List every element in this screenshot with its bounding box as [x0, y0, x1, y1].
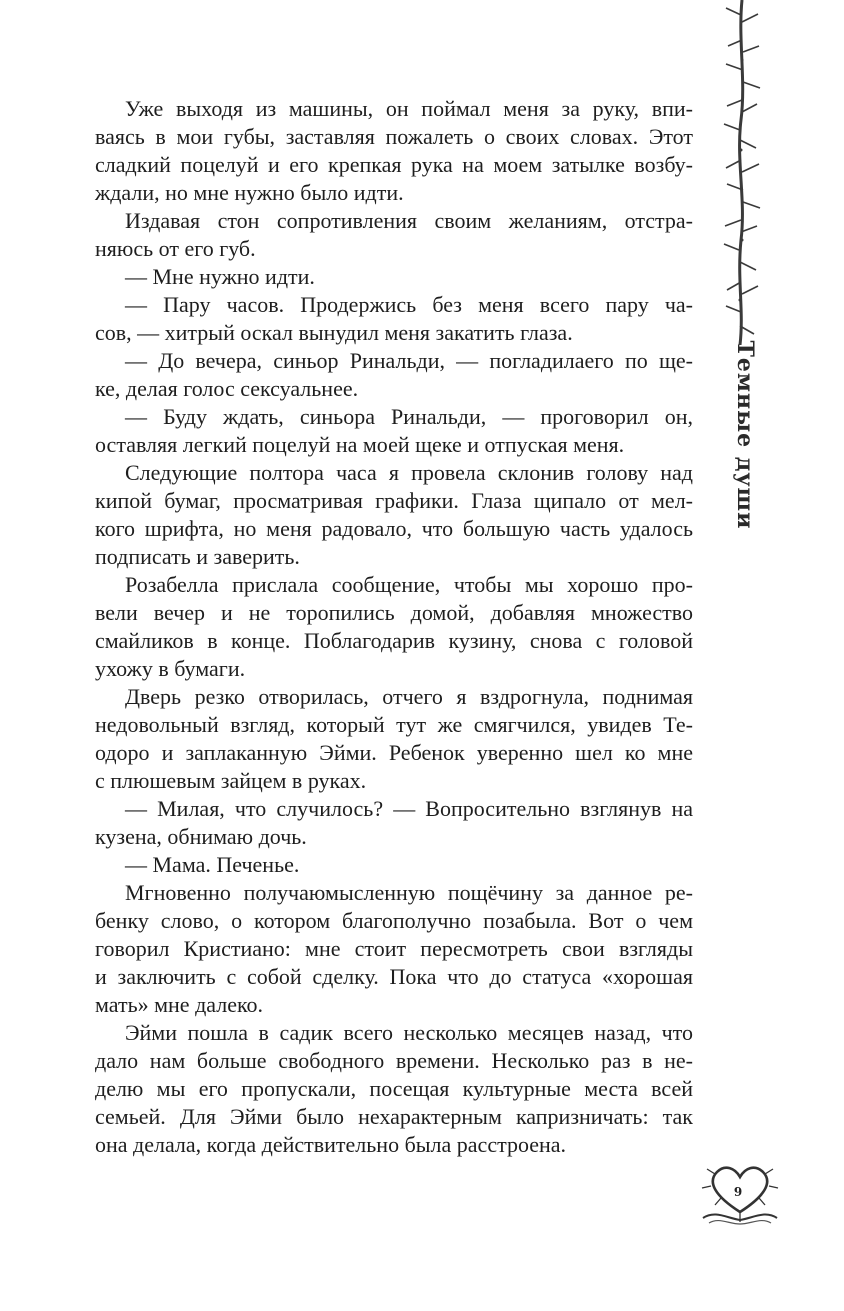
text-line: Следующие полтора часа я провела склонив голову над [125, 460, 693, 485]
text-line: она делала, когда действительно была расстроена. [95, 1132, 567, 1157]
text-line: — До вечера, синьор Ринальди, — погладилаего по ще- [125, 348, 693, 373]
text-line: ваясь в мои губы, заставляя пожалеть о своих словах. Этот [95, 124, 693, 149]
text-line: подписать и заверить. [95, 544, 300, 569]
text-line: кузена, обнимаю дочь. [95, 824, 307, 849]
text-line: Мгновенно получаюмысленную пощёчину за данное ре- [125, 880, 693, 905]
text-line: — Пару часов. Продержись без меня всего пару ча- [125, 292, 693, 317]
text-line: недовольный взгляд, который тут же смягчился, увидев Те- [95, 712, 693, 737]
text-line: семьей. Для Эйми было нехарактерным капризничать: так [95, 1104, 693, 1129]
text-line: Розабелла прислала сообщение, чтобы мы хорошо про- [125, 572, 693, 597]
text-line: одоро и заплаканную Эйми. Ребенок уверенно шел ко мне [95, 740, 693, 765]
text-line: сладкий поцелуй и его крепкая рука на моем затылке возбу- [95, 152, 693, 177]
text-line: ждали, но мне нужно было идти. [95, 180, 404, 205]
text-line: кипой бумаг, просматривая графики. Глаза щипало от мел- [95, 488, 693, 513]
text-line: няюсь от его губ. [95, 236, 256, 261]
text-line: бенку слово, о котором благополучно позабыла. Вот о чем [95, 908, 693, 933]
text-line: делю мы его пропускали, посещая культурные места всей [95, 1076, 693, 1101]
text-line: Уже выходя из машины, он поймал меня за руку, впи- [125, 96, 693, 121]
text-line: говорил Кристиано: мне стоит пересмотреть свои взгляды [95, 936, 693, 961]
text-line: оставляя легкий поцелуй на моей щеке и отпуская меня. [95, 432, 625, 457]
running-title-text: Темные души [732, 340, 758, 530]
text-line: — Милая, что случилось? — Вопросительно взглянув на [125, 796, 693, 821]
text-line: вели вечер и не торопились домой, добавляя множество [95, 600, 693, 625]
text-line: ухожу в бумаги. [95, 656, 246, 681]
text-line: Эйми пошла в садик всего несколько месяцев назад, что [125, 1020, 693, 1045]
text-line: сов, — хитрый оскал вынудил меня закатить глаза. [95, 320, 573, 345]
text-line: кого шрифта, но меня радовало, что большую часть удалось [95, 516, 693, 541]
text-line: Дверь резко отворилась, отчего я вздрогнула, поднимая [125, 684, 693, 709]
page-number: 9 [733, 1185, 743, 1199]
running-title [725, 340, 765, 530]
text-line: и заключить с собой сделку. Пока что до статуса «хорошая [95, 964, 693, 989]
text-line: с плюшевым зайцем в руках. [95, 768, 367, 793]
body-text [95, 95, 693, 1159]
text-line: мать» мне далеко. [95, 992, 264, 1017]
text-line: ке, делая голос сексуальнее. [95, 376, 359, 401]
thorn-vine-ornament [712, 0, 772, 345]
text-line: Издавая стон сопротивления своим желаниям, отстра- [125, 208, 693, 233]
text-line: — Буду ждать, синьора Ринальди, — проговорил он, [125, 404, 693, 429]
text-line: смайликов в конце. Поблагодарив кузину, снова с головой [95, 628, 693, 653]
text-line: — Мне нужно идти. [125, 264, 315, 289]
text-line: — Мама. Печенье. [125, 852, 300, 877]
text-line: дало нам больше свободного времени. Несколько раз в не- [95, 1048, 693, 1073]
